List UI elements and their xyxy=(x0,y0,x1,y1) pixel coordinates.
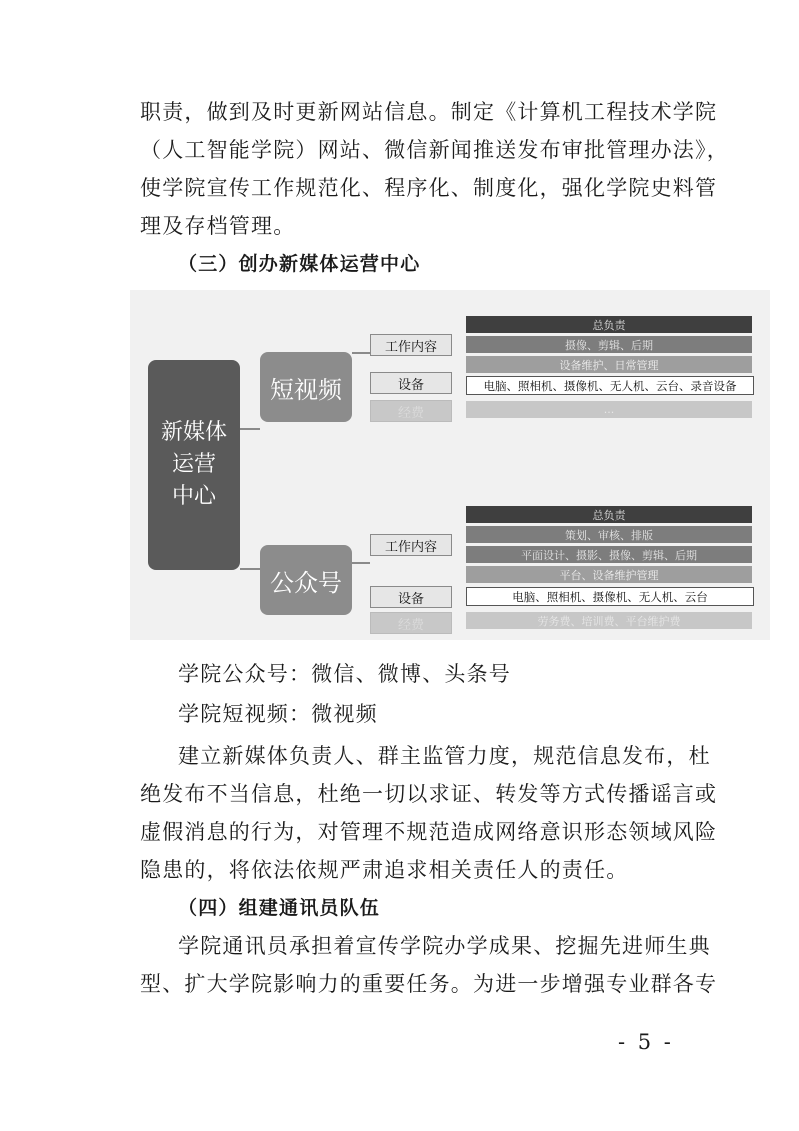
org-chart-diagram xyxy=(130,290,770,640)
paragraph-line: 学院通讯员承担着宣传学院办学成果、挖掘先进师生典 xyxy=(178,934,711,958)
task-bar: 平面设计、摄影、摄像、剪辑、后期 xyxy=(466,546,752,563)
center-node xyxy=(148,360,240,570)
branch-official-account: 公众号 xyxy=(260,545,352,615)
center-node-line: 中心 xyxy=(171,484,216,509)
task-bar: 总负责 xyxy=(466,506,752,523)
category-equipment: 设备 xyxy=(370,372,452,394)
category-equipment: 设备 xyxy=(370,586,452,608)
funding-bar: ... xyxy=(466,401,752,418)
center-node-line: 新媒体 xyxy=(160,420,227,445)
page-number: - 5 - xyxy=(618,1030,674,1054)
task-bar: 设备维护、日常管理 xyxy=(466,356,752,373)
section-heading-4: （四）组建通讯员队伍 xyxy=(178,897,381,919)
center-node-line: 运营 xyxy=(171,452,216,477)
funding-bar: 劳务费、培训费、平台维护费 xyxy=(466,612,752,629)
task-bar: 策划、审核、排版 xyxy=(466,526,752,543)
paragraph-line: 使学院宣传工作规范化、程序化、制度化，强化学院史料管 xyxy=(140,176,718,200)
task-bar: 总负责 xyxy=(466,316,752,333)
connector-line xyxy=(240,568,260,570)
connector-line xyxy=(240,428,260,430)
task-bar: 摄像、剪辑、后期 xyxy=(466,336,752,353)
category-funding: 经费 xyxy=(370,612,452,634)
equipment-bar: 电脑、照相机、摄像机、无人机、云台 xyxy=(466,587,754,606)
paragraph-line: 建立新媒体负责人、群主监管力度，规范信息发布，杜 xyxy=(178,744,711,768)
paragraph-line: 理及存档管理。 xyxy=(140,214,296,238)
section-heading-3: （三）创办新媒体运营中心 xyxy=(178,253,421,275)
paragraph-line: 绝发布不当信息，杜绝一切以求证、转发等方式传播谣言或 xyxy=(140,782,718,806)
paragraph-line: 隐患的，将依法依规严肃追求相关责任人的责任。 xyxy=(140,858,629,882)
paragraph-line: 学院公众号：微信、微博、头条号 xyxy=(178,662,511,686)
paragraph-line: 型、扩大学院影响力的重要任务。为进一步增强专业群各专 xyxy=(140,972,718,996)
category-work: 工作内容 xyxy=(370,334,452,356)
paragraph-line: 虚假消息的行为，对管理不规范造成网络意识形态领域风险 xyxy=(140,820,718,844)
branch-short-video: 短视频 xyxy=(260,352,352,422)
equipment-bar: 电脑、照相机、摄像机、无人机、云台、录音设备 xyxy=(466,376,754,395)
connector-line xyxy=(352,352,370,354)
category-work: 工作内容 xyxy=(370,534,452,556)
connector-line xyxy=(352,562,370,564)
paragraph-line: 学院短视频：微视频 xyxy=(178,702,378,726)
category-funding: 经费 xyxy=(370,400,452,422)
paragraph-line: （人工智能学院）网站、微信新闻推送发布审批管理办法》， xyxy=(140,138,729,162)
paragraph-line: 职责，做到及时更新网站信息。制定《计算机工程技术学院 xyxy=(140,100,718,124)
task-bar: 平台、设备维护管理 xyxy=(466,566,752,583)
